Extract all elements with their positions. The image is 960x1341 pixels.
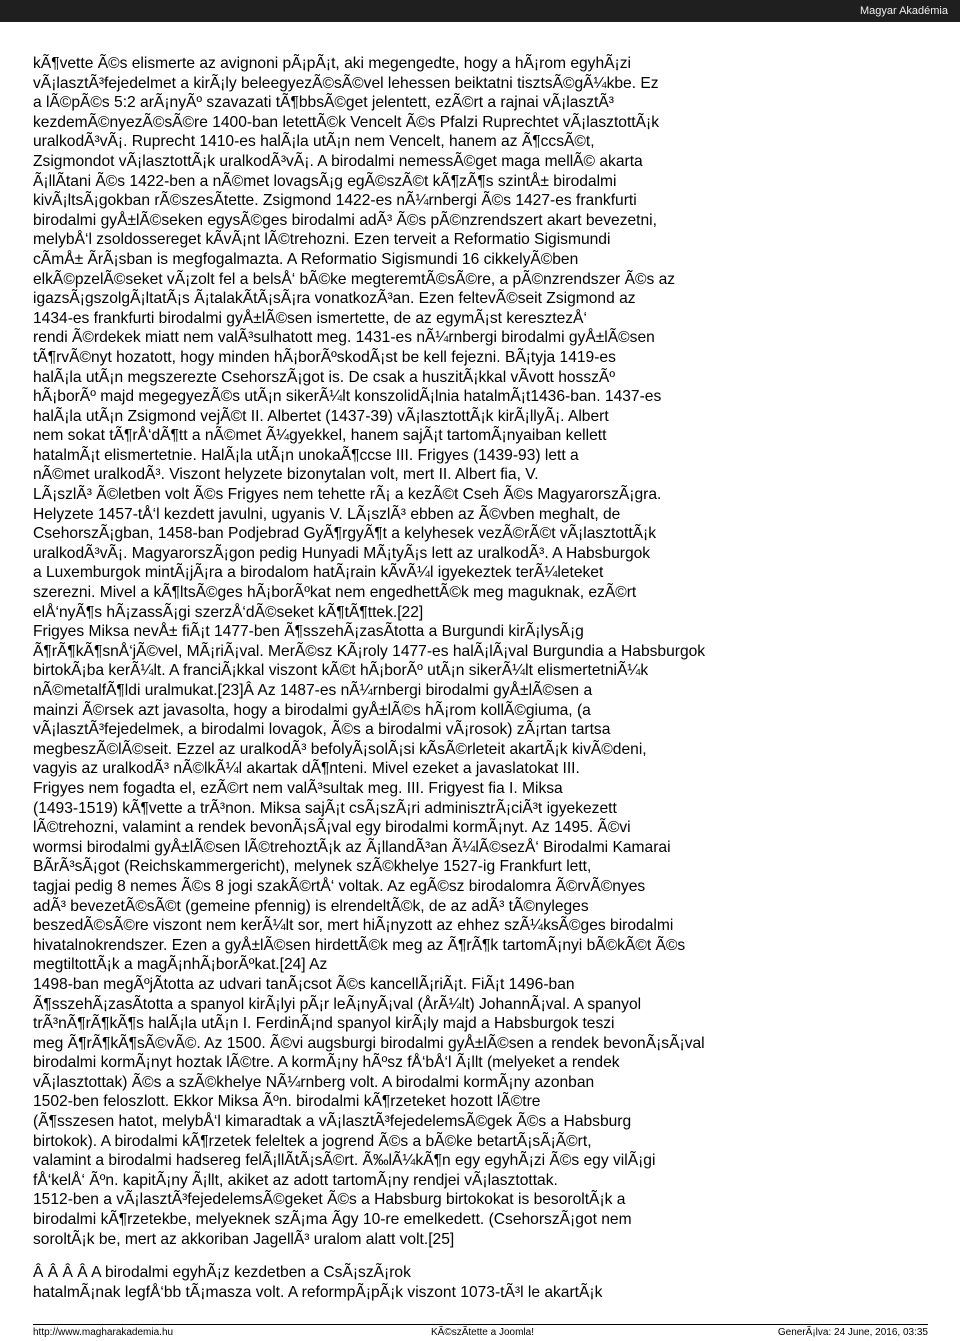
article-line: elÅ‘nyÃ¶s hÃ¡zassÃ¡gi szerzÅ‘dÃ©seket kÃ¶tÃ¶ttek.[22] [33,603,424,621]
article-line: hatalmÃ¡t elismertetnie. HalÃ¡la utÃ¡n unokaÃ¶ccse III. Frigyes (1439-93) lett a [33,446,579,464]
article-line: elkÃ©pzelÃ©seket vÃ¡zolt fel a belsÅ‘ bÃ©ke megteremtÃ©sÃ©re, a pÃ©nzrendszer Ã©s az [33,270,676,288]
article-line: nÃ©metalfÃ¶ldi uralmukat.[23]Â Az 1487-es nÃ¼rnbergi birodalmi gyÅ±lÃ©sen a [33,682,593,699]
article-line: Ã¶rÃ¶kÃ¶snÅ‘jÃ©vel, MÃ¡riÃ¡val. MerÃ©sz KÃ¡roly 1477-es halÃ¡lÃ¡val Burgundia a Habsburgok [33,642,706,660]
article-line: megtiltottÃ¡k a magÃ¡nhÃ¡borÃºkat.[24] Az [33,956,328,974]
article-line: wormsi birodalmi gyÅ±lÃ©sen lÃ©trehoztÃ¡k az Ã¡llandÃ³an Ã¼lÃ©sezÅ‘ Birodalmi Kamarai [33,838,671,856]
article-line: birodalmi gyÅ±lÃ©seken egysÃ©ges birodalmi adÃ³ Ã©s pÃ©nzrendszert akart bevezetni, [33,211,657,229]
article-line: vÃ¡lasztÃ³fejedelmet a kirÃ¡ly beleegyezÃ©sÃ©vel lehessen beiktatni tisztsÃ©gÃ¼kbe. Ez [33,74,659,92]
article-line: birtokok). A birodalmi kÃ¶rzetek feleltek a jogrend Ã©s a bÃ©ke betartÃ¡sÃ¡Ã©rt, [33,1132,592,1150]
article-line: 1498-ban megÃºjÃtotta az udvari tanÃ¡csot Ã©s kancellÃ¡riÃ¡t. FiÃ¡t 1496-ban [33,975,575,993]
article-line: a Luxemburgok mintÃ¡jÃ¡ra a birodalom hatÃ¡rain kÃvÃ¼l igyekeztek terÃ¼leteket [33,564,604,582]
article-line: meg Ã¶rÃ¶kÃ¶sÃ©vÃ©. Az 1500. Ã©vi augsburgi birodalmi gyÅ±lÃ©sen a rendek bevonÃ¡sÃ¡val [33,1034,705,1052]
paragraph-gap [33,1249,938,1263]
article-line: (Ã¶sszesen hatot, melybÅ‘l kimaradtak a vÃ¡lasztÃ³fejedelemsÃ©gek Ã©s a Habsburg [33,1113,632,1131]
article-line: lÃ©trehozni, valamint a rendek bevonÃ¡sÃ¡val egy birodalmi kormÃ¡nyt. Az 1495. Ã©vi [33,819,631,837]
article-line: hatalmÃ¡nak legfÅ‘bb tÃ¡masza volt. A reformpÃ¡pÃ¡k viszont 1073-tÃ³l le akartÃ¡k [33,1283,603,1301]
article-line: halÃ¡la utÃ¡n megszerezte CsehorszÃ¡got is. De csak a huszitÃ¡kkal vÃvott hosszÃº [33,368,616,386]
article-line: Zsigmondot vÃ¡lasztottÃ¡k uralkodÃ³vÃ¡. A birodalmi nemessÃ©get maga mellÃ© akarta [33,152,643,170]
article-line: trÃ³nÃ¶rÃ¶kÃ¶s halÃ¡la utÃ¡n I. FerdinÃ¡nd spanyol kirÃ¡ly majd a Habsburgok teszi [33,1015,615,1033]
article-line: (1493-1519) kÃ¶vette a trÃ³non. Miksa sajÃ¡t csÃ¡szÃ¡ri adminisztrÃ¡ciÃ³t igyekezett [33,799,617,817]
article-line: Frigyes Miksa nevÅ± fiÃ¡t 1477-ben Ã¶sszehÃ¡zasÃtotta a Burgundi kirÃ¡lysÃ¡g [33,623,584,641]
article-line: vÃ¡lasztottak) Ã©s a szÃ©khelye NÃ¼rnberg volt. A birodalmi kormÃ¡ny azonban [33,1073,595,1091]
article-line: kezdemÃ©nyezÃ©sÃ©re 1400-ban letettÃ©k Vencelt Ã©s Pfalzi Ruprechtet vÃ¡lasztottÃ¡k [33,113,660,131]
article-line: nem sokat tÃ¶rÅ‘dÃ¶tt a nÃ©met Ã¼gyekkel, hanem sajÃ¡t tartomÃ¡nyaiban kellett [33,427,607,445]
article-line: birtokÃ¡ba kerÃ¼lt. A franciÃ¡kkal viszont kÃ©t hÃ¡borÃº utÃ¡n sikerÃ¼lt elismertetniÃ¼k [33,662,649,680]
article-line: vÃ¡lasztÃ³fejedelmek, a birodalmi lovagok, Ã©s a birodalmi vÃ¡rosok) zÃ¡rtan tartsa [33,721,611,739]
article-line: vagyis az uralkodÃ³ nÃ©lkÃ¼l akartak dÃ¶nteni. Mivel ezeket a javaslatokat III. [33,760,580,778]
article-line: 1512-ben a vÃ¡lasztÃ³fejedelemsÃ©geket Ã©s a Habsburg birtokokat is besoroltÃ¡k a [33,1191,626,1209]
article-line: Ã¶sszehÃ¡zasÃtotta a spanyol kirÃ¡lyi pÃ¡r leÃ¡nyÃ¡val (ÅrÃ¼lt) JohannÃ¡val. A spanyol [33,995,642,1013]
article-line: cÃmÅ± ÃrÃ¡sban is megfogalmazta. A Reformatio Sigismundi 16 cikkelyÃ©ben [33,250,579,268]
article-line: BÃrÃ³sÃ¡got (Reichskammergericht), melynek szÃ©khelye 1527-ig Frankfurt lett, [33,858,592,876]
article-line: hivatalnokrendszer. Ezen a gyÅ±lÃ©sen hirdettÃ©k meg az Ã¶rÃ¶k tartomÃ¡nyi bÃ©kÃ©t Ã©s [33,936,686,954]
article-line: mainzi Ã©rsek azt javasolta, hogy a birodalmi gyÅ±lÃ©s hÃ¡rom kollÃ©giuma, (a [33,701,591,719]
article-line: kivÃ¡ltsÃ¡gokban rÃ©szesÃtette. Zsigmond 1422-es nÃ¼rnbergi Ã©s 1427-es frankfurti [33,192,637,210]
article-line: rendi Ã©rdekek miatt nem valÃ³sulhatott meg. 1431-es nÃ¼rnbergi birodalmi gyÅ±lÃ©sen [33,329,655,347]
article-line: birodalmi kormÃ¡nyt hoztak lÃ©tre. A kormÃ¡ny hÃºsz fÅ‘bÅ‘l Ã¡llt (melyeket a rendek [33,1054,620,1072]
article-line: Ã¡llÃtani Ã©s 1422-ben a nÃ©met lovagsÃ¡g egÃ©szÃ©t kÃ¶zÃ¶s szintÅ± birodalmi [33,172,617,190]
article-line: CsehorszÃ¡gban, 1458-ban Podjebrad GyÃ¶rgyÃ¶t a kelyhesek vezÃ©rÃ©t vÃ¡lasztottÃ¡k [33,525,657,543]
article-line: tagjai pedig 8 nemes Ã©s 8 jogi szakÃ©rtÅ‘ voltak. Az egÃ©sz birodalomra Ã©rvÃ©nyes [33,877,646,895]
article-line: valamint a birodalmi hadsereg felÃ¡llÃtÃ¡sÃ©rt. Ã‰lÃ¼kÃ¶n egy egyhÃ¡zi Ã©s egy vilÃ¡gi [33,1152,656,1170]
article-line: fÅ‘kelÅ‘ Ãºn. kapitÃ¡ny Ã¡llt, akiket az adott tartomÃ¡ny rendjei vÃ¡lasztottak. [33,1171,558,1189]
article-line: melybÅ‘l zsoldossereget kÃvÃ¡nt lÃ©trehozni. Ezen terveit a Reformatio Sigismundi [33,231,611,249]
footer-divider [33,1324,928,1325]
page-footer [33,1327,928,1341]
article-line: LÃ¡szlÃ³ Ã©letben volt Ã©s Frigyes nem tehette rÃ¡ a kezÃ©t Cseh Ã©s MagyarorszÃ¡gra. [33,486,662,504]
article-line: hÃ¡borÃº majd megegyezÃ©s utÃ¡n sikerÃ¼lt konszolidÃ¡lnia hatalmÃ¡t1436-ban. 1437-es [33,388,662,406]
article-line: soroltÃ¡k be, mert az akkoriban JagellÃ³ uralom alatt volt.[25] [33,1230,455,1248]
article-line: uralkodÃ³vÃ¡. MagyarorszÃ¡gon pedig Hunyadi MÃ¡tyÃ¡s lett az uralkodÃ³. A Habsburgok [33,544,651,562]
article-line: megbeszÃ©lÃ©seit. Ezzel az uralkodÃ³ befolyÃ¡solÃ¡si kÃsÃ©rleteit akartÃ¡k kivÃ©deni, [33,740,647,758]
article-line: adÃ³ bevezetÃ©sÃ©t (gemeine pfennig) is elrendeltÃ©k, de az adÃ³ tÃ©nyleges [33,897,589,915]
article-line: 1502-ben feloszlott. Ekkor Miksa Ãºn. birodalmi kÃ¶rzeteket hozott lÃ©tre [33,1093,541,1111]
article-line: szerezni. Mivel a kÃ¶ltsÃ©ges hÃ¡borÃºkat nem engedhettÃ©k meg maguknak, ezÃ©rt [33,584,637,602]
article-line: kÃ¶vette Ã©s elismerte az avignoni pÃ¡pÃ¡t, aki megengedte, hogy a hÃ¡rom egyhÃ¡zi [33,55,631,72]
article-body [33,54,938,1302]
article-line: tÃ¶rvÃ©nyt hozatott, hogy minden hÃ¡borÃºskodÃ¡st be kell fejezni. BÃ¡tyja 1419-es [33,348,616,366]
article-line: nÃ©met uralkodÃ³. Viszont helyzete bizonytalan volt, mert II. Albert fia, V. [33,466,539,484]
article-line: halÃ¡la utÃ¡n Zsigmond vejÃ©t II. Albertet (1437-39) vÃ¡lasztottÃ¡k kirÃ¡llyÃ¡. Albert [33,407,609,425]
article-line: Frigyes nem fogadta el, ezÃ©rt nem valÃ³sultak meg. III. Frigyest fia I. Miksa [33,779,563,797]
footer-joomla-credit: KÃ©szÃtette a Joomla! [431,1327,534,1338]
article-line: uralkodÃ³vÃ¡. Ruprecht 1410-es halÃ¡la utÃ¡n nem Vencelt, hanem az Ã¶ccsÃ©t, [33,133,595,151]
article-line: birodalmi kÃ¶rzetekbe, melyeknek szÃ¡ma Ãgy 10-re emelkedett. (CsehorszÃ¡got nem [33,1211,632,1229]
footer-generated-date: GenerÃ¡lva: 24 June, 2016, 03:35 [777,1327,928,1338]
article-line: beszedÃ©sÃ©re viszont nem kerÃ¼lt sor, mert hiÃ¡nyzott az ehhez szÃ¼ksÃ©ges birodalmi [33,917,674,935]
article-line: igazsÃ¡gszolgÃ¡ltatÃ¡s Ã¡talakÃtÃ¡sÃ¡ra vonatkozÃ³an. Ezen feltevÃ©seit Zsigmond az [33,290,636,308]
article-line: Helyzete 1457-tÅ‘l kezdett javulni, ugyanis V. LÃ¡szlÃ³ ebben az Ã©vben meghalt, de [33,505,621,523]
article-line: 1434-es frankfurti birodalmi gyÅ±lÃ©sen ismertette, de az egymÃ¡st keresztezÅ‘ [33,309,587,327]
footer-url-link[interactable]: http://www.magharakademia.hu [33,1327,174,1338]
article-line: a lÃ©pÃ©s 5:2 arÃ¡nyÃº szavazati tÃ¶bbsÃ©get jelentett, ezÃ©rt a rajnai vÃ¡lasztÃ³ [33,94,614,112]
site-name: Magyar Akadémia [859,5,948,17]
article-line: Â Â Â Â A birodalmi egyhÃ¡z kezdetben a CsÃ¡szÃ¡rok [33,1264,411,1282]
top-bar [0,0,960,22]
